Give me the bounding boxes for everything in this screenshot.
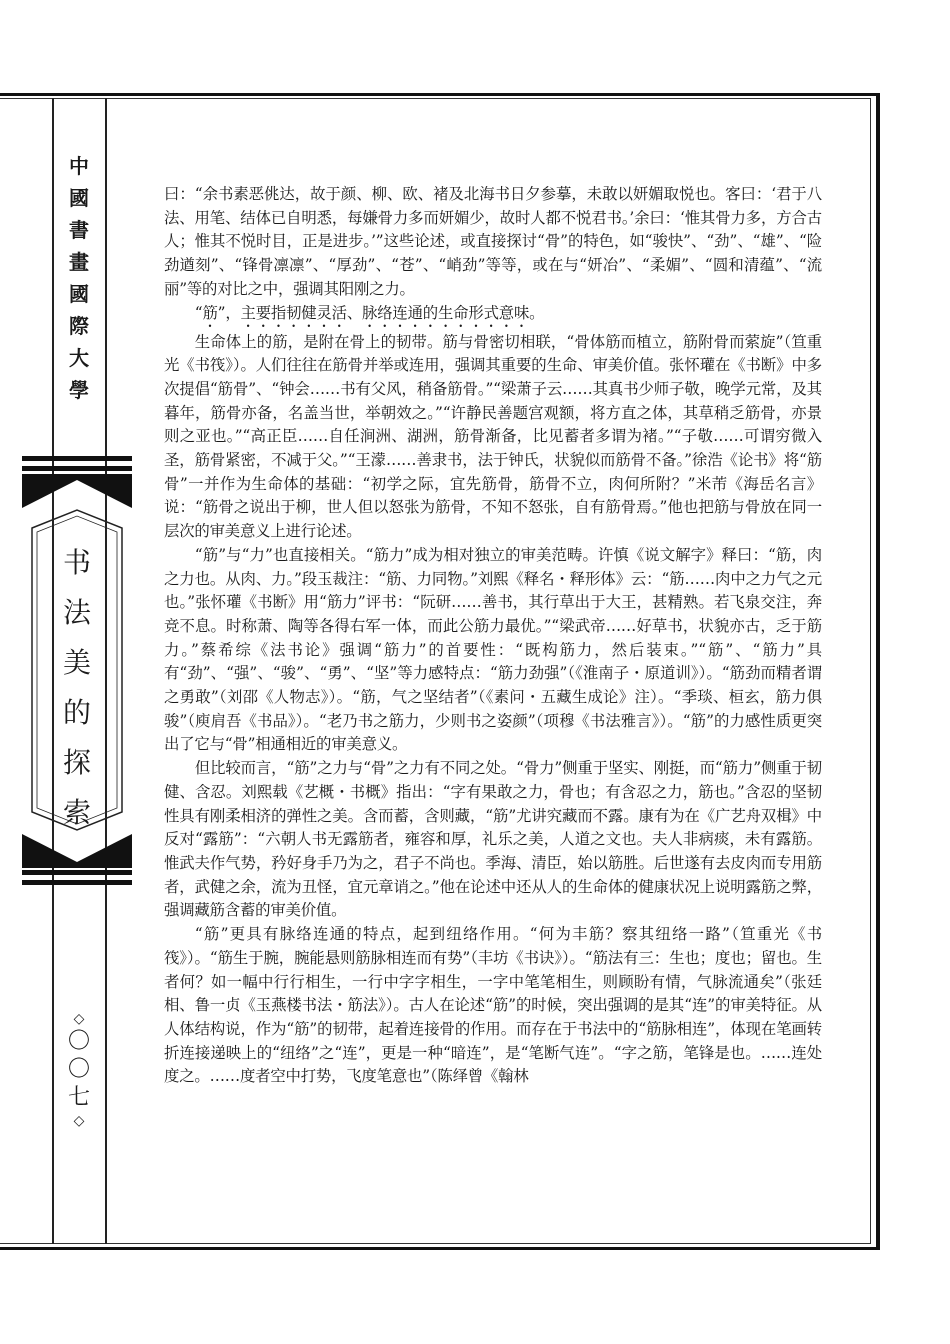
- book-title-char: 美: [62, 646, 91, 679]
- book-title: [28, 538, 126, 838]
- ornament-top-cap: [22, 474, 132, 508]
- paragraph: 生命体上的筋，是附在骨上的韧带。筋与骨密切相联，“骨体筋而植立，筋附骨而萦旋”（笪重光《书筏》）。人们往往在筋骨并举或连用，强调其重要的生命、审美价值。张怀瓘在《书断》中多次提倡“筋骨”、“钟会……书有父风，稍备筋骨。”“梁萧子云……其真书少师子敬，晚学元常，及其暮年，筋骨亦备，名盖当世，举朝效之。”“许静民善题宫观额，将方直之体，其草稍乏筋骨，亦景则之亚也。”“高正臣……自任涧洲、湖洲，筋骨渐备，比见蓄者多谓为褚。”“子敬……可谓穷微入圣，筋骨紧密，不减于父。”“王濛……善隶书，法于钟氏，状貌似而筋骨不备。”徐浩《论书》将“筋骨”一并作为生命体的基础：“初学之际，宜先筋骨，筋骨不立，肉何所附？”米芾《海岳名言》说：“筋骨之说出于柳，世人但以怒张为筋骨，不知不怒张，自有筋骨焉。”他也把筋与骨放在同一层次的审美意义上进行论述。: [164, 332, 822, 541]
- page-number: [58, 1010, 100, 1130]
- diamond-icon: ◇: [73, 1113, 85, 1129]
- ornament-bottom-cap: [22, 834, 132, 868]
- book-title-cartouche: [28, 508, 126, 832]
- emphasis-paragraph: [164, 302, 822, 331]
- emphasis-text: “筋”，主要指韧健灵活、脉络连通的生命形式意味。: [194, 303, 545, 322]
- page-number-char: 七: [67, 1085, 90, 1110]
- body-text: [164, 183, 822, 1089]
- book-title-char: 探: [62, 746, 91, 779]
- paragraph: 但比较而言，“筋”之力与“骨”之力有不同之处。“骨力”侧重于坚实、刚挺，而“筋力”侧重于韧健、含忍。刘熙载《艺概・书概》指出：“字有果敢之力，骨也；有含忍之力，筋也。”含忍的坚韧性具有刚柔相济的弹性之美。含而蓄，含则藏，“筋”尤讲究藏而不露。康有为在《广艺舟双楫》中反对“露筋”：“六朝人书无露筋者，雍容和厚，礼乐之美，人道之文也。夫人非病痰，未有露筋。惟武夫作气势，矜好身手乃为之，君子不尚也。季海、清臣，始以筋胜。后世遂有去皮肉而专用筋者，武健之余，流为丑怪，宜元章诮之。”他在论述中还从人的生命体的健康状况上说明露筋之弊，强调藏筋含蓄的审美价值。: [164, 759, 822, 920]
- ornament-bar: [22, 870, 132, 875]
- book-title-char: 法: [62, 596, 91, 629]
- paragraph: 曰：“余书素恶佻达，故于颜、柳、欧、褚及北海书日夕参摹，未敢以妍媚取悦也。客曰：‘君于八法、用笔、结体已自明悉，每嫌骨力多而妍媚少，故时人都不悦君书。’余曰：‘惟其骨力多，方合古人；惟其不悦时目，正是进步。’”这些论述，或直接探讨“骨”的特色，如“骏快”、“劲”、“雄”、“险劲遒刻”、“锋骨凛凛”、“厚劲”、“苍”、“峭劲”等等，或在与“妍冶”、“柔媚”、“圆和清蕴”、“流丽”等的对比之中，强调其阳刚之力。: [164, 185, 822, 298]
- paragraph: “筋”与“力”也直接相关。“筋力”成为相对独立的审美范畴。许慎《说文解字》释曰：“筋，肉之力也。从肉、力。”段玉裁注：“筋、力同物。”刘熙《释名・释形体》云：“筋……肉中之力气之元也。”张怀瓘《书断》用“筋力”评书：“阮研……善书，其行草出于大王，甚精熟。若飞泉交注，奔竞不息。时称萧、陶等各得右军一体，而此公筋力最优。”“梁武帝……好草书，状貌亦古，乏于筋力。”蔡希综《法书论》强调“筋力”的首要性：“既构筋力，然后装束。”“筋”、“筋力”具有“劲”、“强”、“骏”、“勇”、“坚”等力感特点：“筋力劲强”（《淮南子・原道训》）。“筋劲而精者谓之勇敢”（刘邵《人物志》）。“筋，气之坚结者”（《素问・五藏生成论》注）。“季琰、桓玄，筋力俱骏”（庾肩吾《书品》）。“老乃书之筋力，少则书之姿颜”（项穆《书法雅言》）。“筋”的力感性质更突出了它与“骨”相通相近的审美意义。: [164, 545, 822, 754]
- university-char: 中: [69, 154, 89, 178]
- page-number-char: 〇: [67, 1057, 90, 1082]
- book-title-char: 书: [62, 546, 91, 579]
- university-name: [58, 150, 100, 406]
- ornament-bar: [22, 456, 132, 461]
- university-char: 際: [69, 314, 89, 338]
- page-number-char: 〇: [67, 1029, 90, 1054]
- book-title-char: 的: [62, 696, 91, 729]
- university-char: 國: [69, 282, 89, 306]
- paragraph: “筋”更具有脉络连通的特点，起到纽络作用。“何为丰筋？察其纽络一路”（笪重光《书筏》）。“筋生于腕，腕能悬则筋脉相连而有势”（丰坊《书诀》）。“筋法有三：生也；度也；留也。生者何？如一幅中行行相生，一行中字字相生，一字中笔笔相生，则顾盼有情，气脉流通矣”（张廷相、鲁一贞《玉燕楼书法・筋法》）。古人在论述“筋”的时候，突出强调的是其“连”的审美特征。从人体结构说，作为“筋”的韧带，起着连接骨的作用。而存在于书法中的“筋脉相连”，体现在笔画转折连接递映上的“纽络”之“连”，更是一种“暗连”，是“笔断气连”。“字之筋，笔锋是也。……连处度之。……度者空中打势，飞度笔意也”（陈绎曾《翰林: [164, 925, 822, 1086]
- diamond-icon: ◇: [73, 1011, 85, 1027]
- ornament-bar: [22, 466, 132, 471]
- university-char: 學: [69, 378, 89, 402]
- university-char: 大: [69, 346, 89, 370]
- ornament-bar: [22, 880, 132, 885]
- book-title-ornament: [22, 456, 132, 886]
- university-char: 畫: [69, 250, 89, 274]
- book-title-char: 索: [62, 796, 91, 829]
- university-char: 國: [69, 186, 89, 210]
- university-char: 書: [69, 218, 89, 242]
